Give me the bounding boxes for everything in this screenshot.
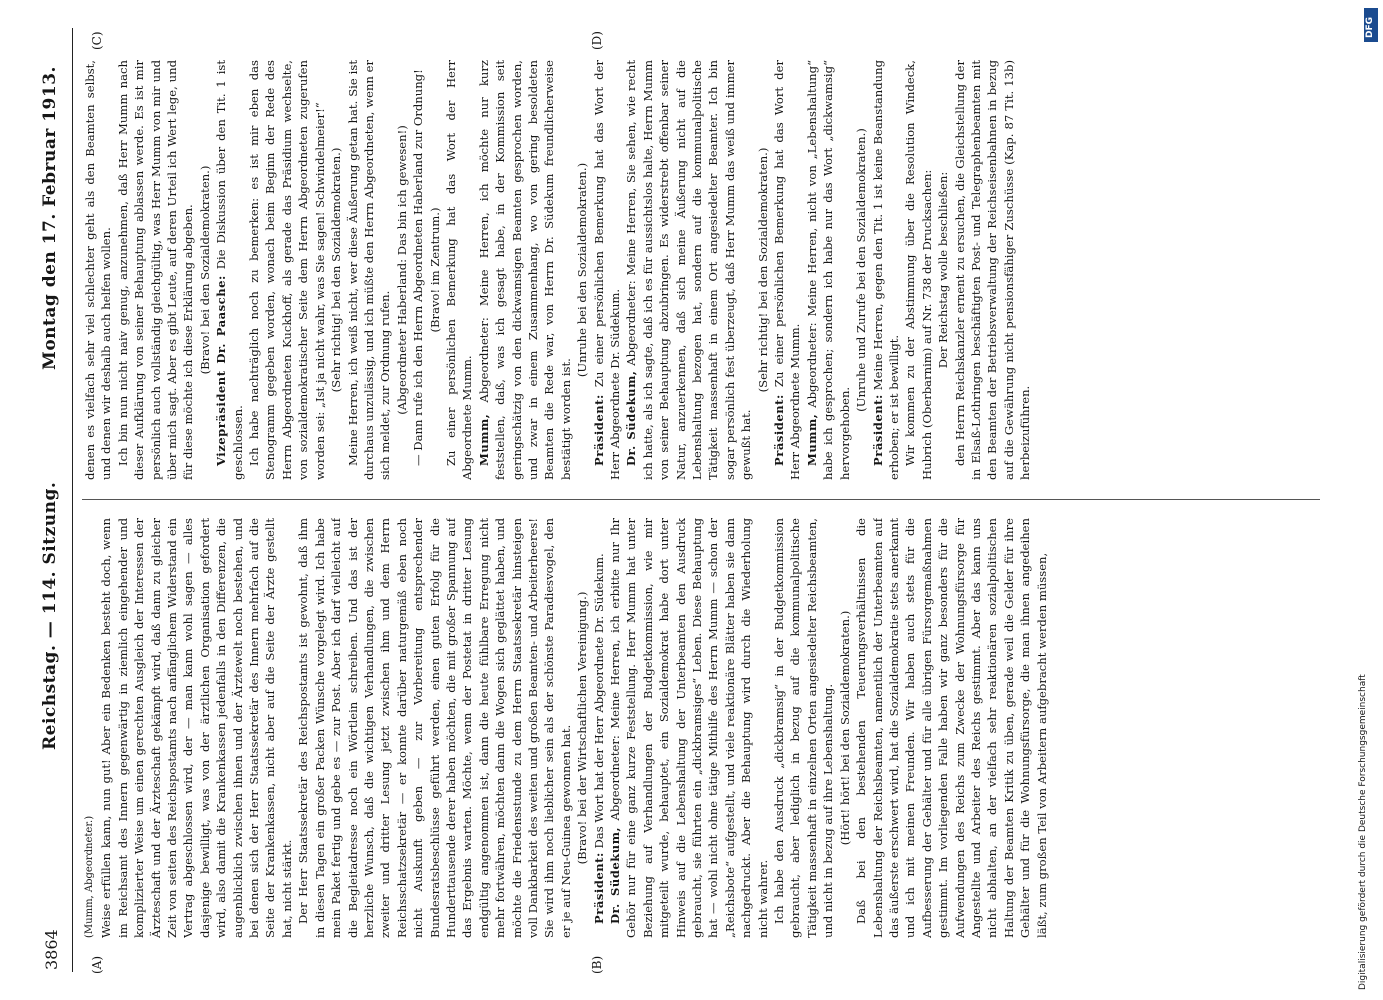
interjection: (Bravo! im Zentrum.) — [427, 207, 442, 333]
speech-text: Abgeordneter: Meine Herren, Sie sehen, wie recht ich hatte, als ich sagte, daß ich es für aussichtslos halte, Herrn Mumm von seiner Behauptung abzubringen. Es widerstrebt offenbar seiner Natur, anzuerkennen, daß sich meine Äußerung nicht auf die Lebenshaltung bezogen hat, sondern auf die kommunalpolitische Tätigkeit massenhaft in einem Ort angesiedelter Beamter. Ich bin sogar persönlich fest überzeugt, daß Herr Mumm das weiß und immer gewußt hat. — [624, 60, 754, 480]
margin-letter-d: (D) — [590, 31, 604, 50]
paragraph — [591, 60, 624, 480]
speech-text: Zu einer persönlichen Bemerkung hat das Wort der Herr Abgeordnete Dr. Südekum. — [591, 60, 622, 480]
column-divider — [82, 499, 1320, 500]
speaker-label: Präsident: — [870, 394, 885, 466]
resolution-text: den Herrn Reichskanzler ernent zu ersuchen, die Gleichstellung der in Elsaß-Lothringen beschäftigten Post- und Telegraphenbeamten mit den Beamten der Betriebsverwaltung der Reichseisenbahnen in bezug auf die Gewährung nicht pensionsfähiger Zuschüsse (Kap. 87 Tit. 13b) herbeizuführen. — [952, 60, 1033, 480]
margin-letter-b: (B) — [590, 955, 604, 974]
speech-text: Die Diskussion über den Tit. 1 ist geschlossen. — [214, 60, 245, 480]
paragraph — [476, 60, 574, 480]
right-column — [82, 60, 1330, 480]
speech-text: Abgeordneter: Meine Herren, nicht von „Lebenshaltung“ habe ich gesprochen; sondern ich habe nur das Wort „dickwamsig“ hervorgehoben. — [804, 60, 852, 480]
margin-letter-c: (C) — [90, 31, 104, 50]
paragraph — [591, 518, 607, 938]
running-head — [36, 30, 72, 970]
speaker-label: Präsident: — [591, 394, 606, 466]
paragraph: Meine Herren, ich weiß nicht, wer diese Äußerung getan hat. Sie ist durchaus unzulässig, und ich müßte den Herrn Abgeordneten, wenn er sich meldet, zur Ordnung rufen. — [345, 60, 393, 480]
speech-text: Das Wort hat der Herr Abgeordnete Dr. Südekum. — [591, 553, 606, 849]
paragraph — [771, 60, 804, 480]
paragraph: Weise erfüllen kann, nun gut! Aber ein Bedenken besteht doch, wenn im Reichsamt des Innern gegenwärtig in ziemlich eingehender und komplizierter Weise um einen gerechten Ausgleich der Interessen der Ärzteschaft und der Ärzteschaft gekämpft wird, daß dann zu gleicher Zeit von seiten des Reichspostamts nach anfänglichem Widerstand ein Vertrag abgeschlossen wird, der — man kann wohl sagen — alles dasjenige bewilligt, was von der ärztlichen Organisation gefordert wird, also damit die Krankenkassen jedenfalls in den Differenzen, die augenblicklich zwischen ihnen und der Ärztewelt noch bestehen, und bei denen sich der Herr Staatssekretär des Innern mehrfach auf die Seite der Krankenkassen, nicht aber auf die Seite der Ärzte gestellt hat, nicht stärkt. — [99, 518, 294, 938]
paragraph: Ich habe nachträglich noch zu bemerken: es ist mir eben das Stenogramm gegeben worden, wonach beim Beginn der Rede des Herrn Abgeordneten Kuckhoff, als gerade das Präsidium wechselte, von sozialdemokratischer Seite dem Herrn Abgeordneten zugerufen worden sei: „Ist ja nicht wahr, was Sie sagen! Schwindelmeier!“ — [247, 60, 327, 480]
paragraph: — Dann rufe ich den Herrn Abgeordneten Haberland zur Ordnung! — [411, 69, 426, 466]
speaker-label: Mumm, — [476, 413, 491, 466]
left-column — [82, 518, 1330, 938]
speaker-label: Dr. Südekum, — [624, 370, 639, 466]
interjection: (Abgeordneter Haberland: Das bin ich gewesen!) — [394, 125, 409, 415]
paragraph — [213, 60, 246, 480]
speaker-label: Vizepräsident Dr. Paasche: — [214, 275, 229, 466]
speaker-continuation: (Mumm, Abgeordneter.) — [84, 815, 95, 938]
paragraph: Wir kommen zu der Abstimmung über die Resolution Windeck, Hubrich (Oberbarnim) auf Nr. 738 der Drucksachen: — [903, 60, 934, 480]
interjection: (Unruhe und Zurufe bei den Sozialdemokraten.) — [854, 128, 869, 412]
speaker-label: Dr. Südekum, — [608, 826, 622, 924]
interjection: (Hört! hört! bei den Sozialdemokraten.) — [837, 610, 852, 846]
digitization-credit: Digitalisierung gefördert durch die Deutsche Forschungsgemeinschaft — [1358, 674, 1368, 990]
paragraph: Ich bin nun nicht naiv genug, anzunehmen, daß Herr Mumm nach dieser Aufklärung von seiner Behauptung ablassen werde. Es ist mir persönlich auch vollständig gleichgültig, was Herr Mumm von mir und über mich sagt. Aber es gibt Leute, auf deren Urteil ich Wert lege, und für diese möchte ich diese Erklärung abgeben. — [115, 60, 196, 480]
interjection: (Bravo! bei den Sozialdemokraten.) — [197, 165, 212, 375]
interjection: (Sehr richtig! bei den Sozialdemokraten.) — [329, 147, 344, 393]
newspaper-page — [30, 20, 1340, 980]
speaker-label: Mumm, — [804, 413, 819, 466]
paragraph: Der Herr Staatssekretär des Reichspostamts ist gewohnt, daß ihm in diesen Tagen ein großer Packen Wünsche vorgelegt wird. Ich habe mein Paket fertig und gebe es — zur Post. Aber ich darf vielleicht auf die Begleitadresse noch ein Wörtlein schreiben. Und das ist der herzliche Wunsch, daß die wichtigen Verhandlungen, die zwischen zweiter und dritter Lesung jetzt zwischen ihm und dem Herrn Reichsschatzsekretär — er konnte darüber naturgemäß eben noch nicht Auskunft geben — zur Vorbereitung entsprechender Bundesratsbeschlüsse geführt werden, einen guten Erfolg für die Hunderttausende derer haben möchten, die mit großer Spannung auf das Ergebnis warten. Möchte, wenn der Postetat in dritter Lesung endgültig angenommen ist, dann die heute fühlbare Erregung nicht mehr fortwähren, möchten dann die Wogen sich geglättet haben, und möchte die Friedensstunde zu dem Herrn Staatssekretär hinsteigen voll Dankbarkeit des weiten und großen Beamten- und Arbeiterheeres! Sie wird ihm noch lieblicher sein als der schönste Paradiesvogel, den er je auf Neu-Guinea gewonnen hat. — [296, 518, 573, 938]
speech-text: Abgeordneter: Meine Herren, ich erbitte nur Ihr Gehör nur für eine ganz kurze Feststellung. Herr Mumm hat unter Beziehung auf Verhandlungen der Budgetkommission, wie mir mitgeteilt wurde, behauptet, ein Sozialdemokrat habe dort unter Hinweis auf die Lebenshaltung der Unterbeamten den Ausdruck gebraucht, sie führten ein „dickbramsiges“ Leben. Diese Behauptung hat — wohl nicht ohne tätige Mithilfe des Herrn Mumm — schon der „Reichsbote“ aufgestellt, und viele reaktionäre Blätter haben sie dann nachgedruckt. Aber die Behauptung wird durch die Wiederholung nicht wahrer. — [608, 518, 770, 938]
paragraph: denen es vielfach sehr viel schlechter geht als den Beamten selbst, und denen wir deshalb auch helfen wollen. — [83, 60, 114, 480]
paragraph — [623, 60, 754, 480]
resolution-heading: Der Reichstag wolle beschließen: — [936, 171, 951, 369]
speech-text: Zu einer persönlichen Bemerkung hat das Wort der Herr Abgeordnete Mumm. — [772, 60, 803, 480]
paragraph — [607, 518, 771, 938]
interjection: (Bravo! bei der Wirtschaftlichen Vereinigung.) — [575, 591, 590, 865]
margin-letter-a: (A) — [90, 955, 104, 974]
session-date: Montag den 17. Februar 1913. — [40, 66, 60, 370]
paragraph — [870, 60, 903, 480]
dfg-logo: DFG — [1364, 8, 1378, 42]
speaker-label: Präsident: — [772, 394, 787, 466]
paragraph: Ich habe den Ausdruck „dickbramsig“ in der Budgetkommission gebraucht, aber lediglich in bezug auf die kommunalpolitische Tätigkeit massenhaft in einzelnen Orten angesiedelter Reichsbeamten, und nicht in bezug auf ihre Lebenshaltung. — [772, 518, 836, 938]
interjection: (Unruhe bei den Sozialdemokraten.) — [575, 162, 590, 378]
session-title: Reichstag. — 114. Sitzung. — [40, 481, 60, 750]
speech-text: Abgeordneter: Meine Herren, ich möchte nur kurz feststellen, daß, was ich gesagt habe, in der Kommission seit geringschätzig von den dickwamsigen Beamten gesprochen worden, und zwar in einem Zusammenhang, wo von gering besoldeten Beamten die Rede war, von Herrn Dr. Südekum freundlicherweise bestätigt worden ist. — [476, 60, 573, 480]
speaker-label: Präsident: — [591, 852, 606, 924]
paragraph: Zu einer persönlichen Bemerkung hat das Wort der Herr Abgeordnete Mumm. — [443, 60, 475, 480]
paragraph: Daß bei den bestehenden Teuerungsverhältnissen die Lebenshaltung der Reichsbeamten, namentlich der Unterbeamten auf das äußerste erschwert wird, hat die Sozialdemokratie stets anerkannt und ich mit meinen Freunden. Wir haben auch stets für die Aufbesserung der Gehälter und für alle übrigen Fürsorgemaßnahmen gestimmt. Im vorliegenden Falle haben wir ganz besonders für die Aufwendungen des Reichs zum Zwecke der Wohnungsfürsorge für Angestellte und Arbeiter des Reichs gestimmt. Aber das kann uns nicht abhalten, an der vielfach sehr reaktionären sozialpolitischen Haltung der Beamten Kritik zu üben, gerade weil die Gelder für ihre Gehälter und für die Wohnungsfürsorge, die man ihnen angedeihen läßt, zum großen Teil von Arbeitern aufgebracht werden müssen, — [854, 518, 1049, 938]
page-number: 3864 — [42, 929, 61, 970]
interjection: (Sehr richtig! bei den Sozialdemokraten.) — [755, 147, 770, 393]
header-rule — [72, 28, 73, 972]
paragraph — [804, 60, 853, 480]
speech-text: Meine Herren, gegen den Tit. 1 ist keine Beanstandung erhoben; er ist bewilligt. — [870, 60, 901, 480]
